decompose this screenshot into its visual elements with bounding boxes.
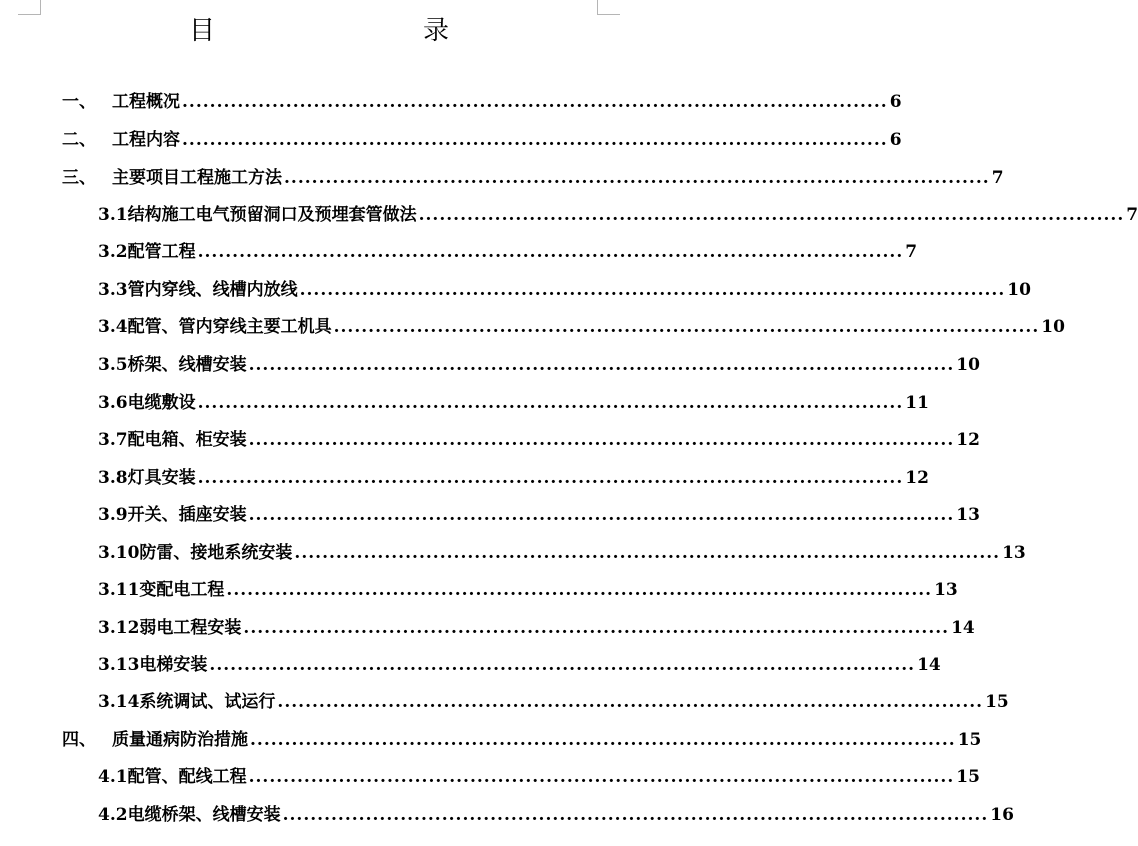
- dot-leader: ......................................................................................................: [226, 580, 933, 600]
- toc-entry-label: 3.1结构施工电气预留洞口及预埋套管做法: [98, 205, 417, 225]
- toc-entry-page: 14: [951, 618, 975, 638]
- dot-leader: ......................................................................................................: [197, 393, 904, 413]
- toc-entry[interactable]: [98, 278, 1031, 302]
- toc-entry-label: 工程内容: [112, 130, 180, 150]
- toc-entry[interactable]: [98, 466, 929, 490]
- toc-entry-page: 10: [956, 355, 980, 375]
- toc-entry[interactable]: [98, 315, 1065, 339]
- toc-entry-label: 3.8灯具安装: [98, 468, 196, 488]
- toc-entry-label: 4.1配管、配线工程: [98, 767, 247, 787]
- toc-entry-page: 7: [1126, 205, 1138, 225]
- toc-entry[interactable]: [98, 690, 1009, 714]
- toc-entry[interactable]: [98, 616, 975, 640]
- toc-entry-label: 3.2配管工程: [98, 242, 196, 262]
- toc-entry-page: 13: [1002, 543, 1026, 563]
- toc-entry[interactable]: [62, 128, 902, 152]
- toc-entry[interactable]: [98, 503, 980, 527]
- toc-entry-label: 4.2电缆桥架、线槽安装: [98, 805, 281, 825]
- toc-entry-page: 13: [934, 580, 958, 600]
- toc-entry-page: 15: [985, 692, 1009, 712]
- toc-entry[interactable]: [98, 803, 1014, 827]
- dot-leader: ......................................................................................................: [277, 692, 984, 712]
- toc-entry-page: 15: [957, 730, 982, 750]
- toc-entry-page: 7: [991, 168, 1004, 188]
- toc-entry[interactable]: [98, 578, 958, 602]
- toc-entry-number: 四、: [62, 730, 96, 750]
- dot-leader: ......................................................................................................: [248, 505, 955, 525]
- toc-entry[interactable]: [62, 728, 982, 752]
- toc-entry-page: 6: [889, 92, 902, 112]
- toc-entry-label: 3.6电缆敷设: [98, 393, 196, 413]
- toc-entry-label: 3.11变配电工程: [98, 580, 225, 600]
- dot-leader: ......................................................................................................: [182, 92, 888, 112]
- toc-entry-page: 10: [1041, 317, 1065, 337]
- toc-entry-page: 12: [956, 430, 980, 450]
- toc-entry-number: 三、: [62, 168, 96, 188]
- toc-entry-page: 16: [990, 805, 1014, 825]
- toc-entry-page: 14: [917, 655, 941, 675]
- toc-entry-page: 10: [1007, 280, 1031, 300]
- toc-entry-label: 质量通病防治措施: [112, 730, 248, 750]
- dot-leader: ......................................................................................................: [182, 130, 888, 150]
- toc-entry[interactable]: [98, 353, 980, 377]
- toc-entry[interactable]: [98, 240, 918, 264]
- toc-entry-page: 11: [905, 393, 929, 413]
- toc-entry[interactable]: [62, 166, 1004, 190]
- toc-entry[interactable]: [98, 765, 980, 789]
- dot-leader: ......................................................................................................: [197, 468, 904, 488]
- dot-leader: ......................................................................................................: [248, 767, 955, 787]
- dot-leader: ......................................................................................................: [294, 543, 1001, 563]
- toc-entry-label: 3.7配电箱、柜安装: [98, 430, 247, 450]
- toc-entry-label: 3.10防雷、接地系统安装: [98, 543, 293, 563]
- dot-leader: ......................................................................................................: [418, 205, 1125, 225]
- toc-entry-page: 6: [889, 130, 902, 150]
- dot-leader: ......................................................................................................: [284, 168, 990, 188]
- toc-entry-label: 3.5桥架、线槽安装: [98, 355, 247, 375]
- toc-entry[interactable]: [98, 391, 929, 415]
- toc-entry-label: 3.4配管、管内穿线主要工机具: [98, 317, 332, 337]
- toc-entry-label: 主要项目工程施工方法: [112, 168, 282, 188]
- dot-leader: ......................................................................................................: [248, 355, 955, 375]
- toc-entry-label: 3.3管内穿线、线槽内放线: [98, 280, 298, 300]
- dot-leader: ......................................................................................................: [243, 618, 950, 638]
- toc-entry[interactable]: [98, 541, 1026, 565]
- dot-leader: ......................................................................................................: [250, 730, 956, 750]
- toc-entry-page: 13: [956, 505, 980, 525]
- dot-leader: ......................................................................................................: [299, 280, 1006, 300]
- toc-entry[interactable]: [62, 90, 902, 114]
- dot-leader: ......................................................................................................: [248, 430, 955, 450]
- toc-entry[interactable]: [98, 428, 980, 452]
- toc-entry-label: 3.13电梯安装: [98, 655, 208, 675]
- toc-entry-page: 7: [905, 242, 918, 262]
- toc-entry-page: 12: [905, 468, 929, 488]
- toc-entry-label: 3.14系统调试、试运行: [98, 692, 276, 712]
- dot-leader: ......................................................................................................: [209, 655, 916, 675]
- toc-entry[interactable]: [98, 203, 1138, 227]
- toc-entry-label: 3.12弱电工程安装: [98, 618, 242, 638]
- toc-entry[interactable]: [98, 653, 941, 677]
- toc-entry-number: 一、: [62, 92, 96, 112]
- page-title: 目 录: [188, 16, 501, 46]
- dot-leader: ......................................................................................................: [333, 317, 1040, 337]
- toc-entry-page: 15: [956, 767, 980, 787]
- toc-entry-number: 二、: [62, 130, 96, 150]
- dot-leader: ......................................................................................................: [282, 805, 989, 825]
- toc-entry-label: 工程概况: [112, 92, 180, 112]
- toc-entry-label: 3.9开关、插座安装: [98, 505, 247, 525]
- dot-leader: ......................................................................................................: [197, 242, 904, 262]
